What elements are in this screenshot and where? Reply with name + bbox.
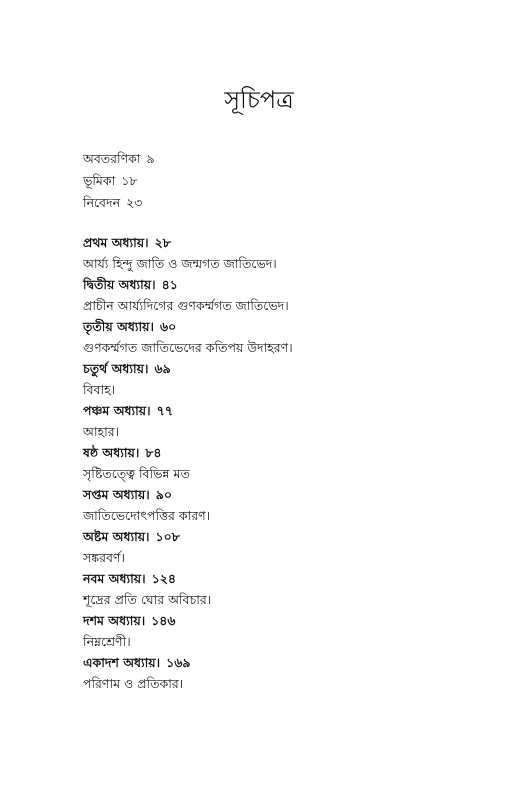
chapter-entry (83, 274, 293, 316)
chapter-entry (83, 358, 293, 400)
prelim-page-number: ১৮ (121, 173, 138, 188)
chapter-entry (83, 568, 293, 610)
chapter-description: জাতিভেদোৎপত্তির কারণ। (83, 508, 211, 523)
chapter-page-number: ১২৪ (151, 571, 176, 586)
chapter-heading: একাদশ অধ্যায়। (83, 655, 161, 670)
chapter-description: নিম্নশ্রেণী। (83, 634, 131, 649)
prelim-item (83, 148, 155, 170)
chapter-description: সৃষ্টিতত্ত্বে বিভিন্ন মত (83, 466, 190, 481)
chapter-heading-line (83, 442, 293, 463)
prelim-page-number: ৯ (146, 151, 155, 166)
chapter-entry (83, 316, 293, 358)
chapter-heading-line (83, 400, 293, 421)
chapter-entry (83, 400, 293, 442)
chapter-heading: দশম অধ্যায়। (83, 613, 146, 628)
chapter-heading: সপ্তম অধ্যায়। (83, 487, 150, 502)
chapter-heading-line (83, 316, 293, 337)
preliminaries-list (83, 148, 155, 214)
chapter-entry (83, 442, 293, 484)
chapter-heading-line (83, 652, 293, 673)
prelim-item (83, 192, 155, 214)
prelim-item (83, 170, 155, 192)
chapter-heading-line (83, 568, 293, 589)
chapter-entry (83, 652, 293, 694)
chapter-description: শূদ্রের প্রতি ঘোর অবিচার। (83, 592, 212, 607)
chapter-heading: চতুর্থ অধ্যায়। (83, 361, 149, 376)
prelim-label: নিবেদন (83, 195, 121, 210)
chapter-heading: তৃতীয় অধ্যায়। (83, 319, 154, 334)
chapter-heading: ষষ্ঠ অধ্যায়। (83, 445, 140, 460)
prelim-label: ভূমিকা (83, 173, 116, 188)
chapter-page-number: ১০৮ (155, 529, 180, 544)
chapter-entry (83, 232, 293, 274)
chapter-heading-line (83, 484, 293, 505)
chapter-description: প্রাচীন আর্য্যদিগের গুণকর্ম্মগত জাতিভেদ। (83, 298, 289, 313)
prelim-label: অবতরণিকা (83, 151, 141, 166)
chapter-page-number: ৬৯ (154, 361, 171, 376)
chapter-entry (83, 484, 293, 526)
chapter-description: গুণকর্ম্মগত জাতিভেদের কতিপয় উদাহরণ। (83, 340, 293, 355)
chapter-page-number: ৪১ (161, 277, 178, 292)
chapter-page-number: ৯০ (155, 487, 172, 502)
chapter-heading: দ্বিতীয় অধ্যায়। (83, 277, 156, 292)
prelim-page-number: ২৩ (126, 195, 143, 210)
chapter-entry (83, 610, 293, 652)
chapter-description: বিবাহ। (83, 382, 116, 397)
chapter-page-number: ১৬৯ (166, 655, 191, 670)
chapter-description: আর্য্য হিন্দু জাতি ও জন্মগত জাতিভেদ। (83, 256, 277, 271)
chapter-page-number: ৬০ (159, 319, 177, 334)
chapter-heading-line (83, 610, 293, 631)
chapter-description: পরিণাম ও প্রতিকার। (83, 676, 184, 691)
page-title: সূচিপত্র (224, 86, 294, 114)
chapter-heading-line (83, 526, 293, 547)
chapter-page-number: ৮৪ (145, 445, 162, 460)
chapter-page-number: ১৪৬ (151, 613, 176, 628)
chapter-heading: অষ্টম অধ্যায়। (83, 529, 150, 544)
chapters-list (83, 232, 293, 694)
chapter-description: আহার। (83, 424, 120, 439)
chapter-description: সঙ্করবর্ণ। (83, 550, 125, 565)
chapter-heading: প্রথম অধ্যায়। (83, 235, 149, 250)
chapter-heading-line (83, 358, 293, 379)
chapter-page-number: ২৮ (154, 235, 171, 250)
chapter-entry (83, 526, 293, 568)
chapter-heading: নবম অধ্যায়। (83, 571, 146, 586)
chapter-heading: পঞ্চম অধ্যায়। (83, 403, 151, 418)
chapter-heading-line (83, 274, 293, 295)
chapter-heading-line (83, 232, 293, 253)
chapter-page-number: ৭৭ (156, 403, 173, 418)
